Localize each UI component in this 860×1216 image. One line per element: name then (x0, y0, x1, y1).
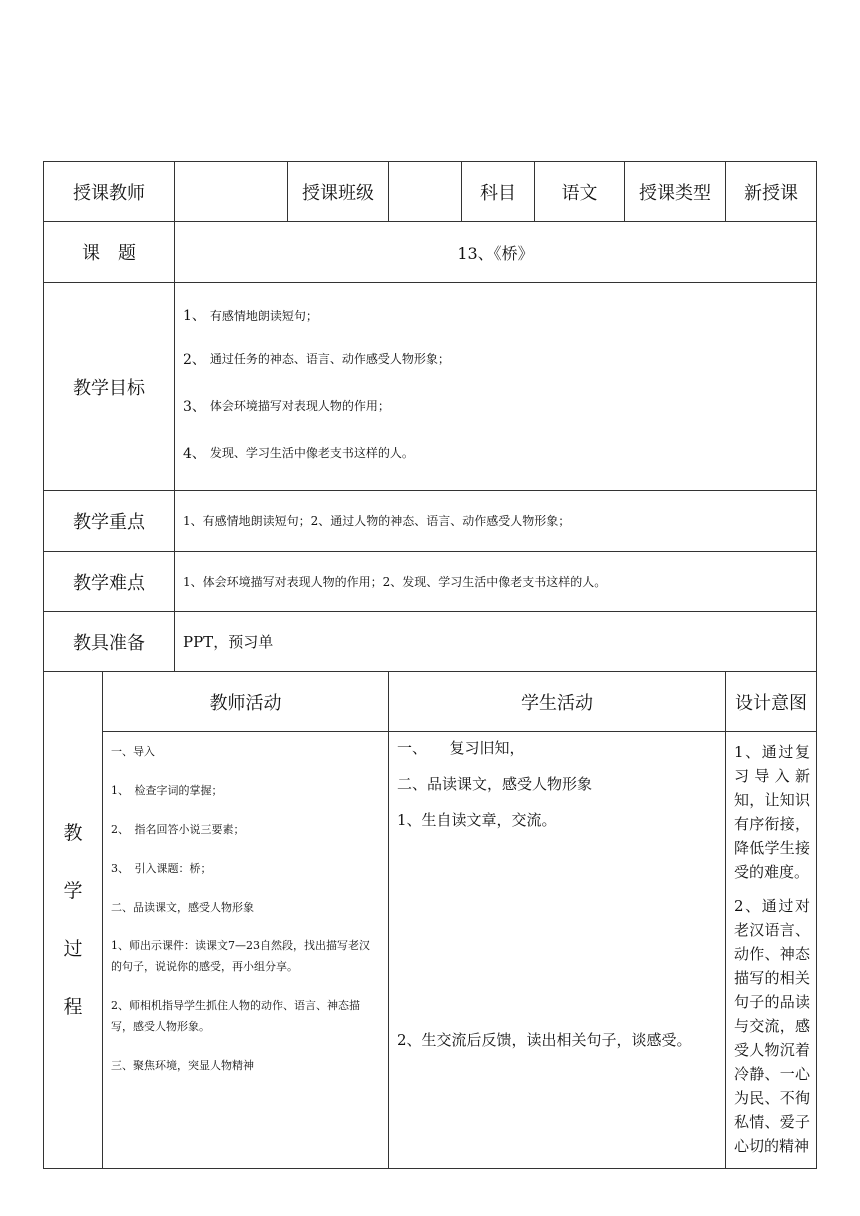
list-item: 2、 指名回答小说三要素； (111, 822, 245, 836)
objective-item: 2、 通过任务的神态、语言、动作感受人物形象； (183, 351, 450, 368)
lesson-plan-table (43, 161, 817, 1169)
objective-item: 3、 体会环境描写对表现人物的作用； (183, 398, 390, 415)
header-row (44, 162, 817, 222)
design-intent (726, 732, 817, 1169)
class-label: 授课班级 (288, 162, 389, 222)
list-item: 3、 引入课题：桥； (111, 861, 212, 875)
objective-item: 1、 有感情地朗读短句； (183, 308, 318, 324)
student-activity (389, 732, 726, 1169)
objectives-row (44, 283, 817, 491)
list-item: 1、师出示课件：读课文7—23自然段，找出描写老汉的句子，说说你的感受，再小组分享。 (111, 939, 370, 974)
list-item: 2、生交流后反馈，读出相关句子，谈感受。 (397, 1031, 692, 1049)
materials-row (44, 612, 817, 672)
teacher-activity (103, 732, 389, 1169)
objectives-label: 教学目标 (44, 283, 175, 491)
list-item: 二、品读课文，感受人物形象 (111, 900, 254, 914)
type-value: 新授课 (726, 162, 817, 222)
teacher-label: 授课教师 (44, 162, 175, 222)
subject-label: 科目 (462, 162, 535, 222)
topic-row (44, 222, 817, 283)
list-item: 一、 复习旧知， (397, 739, 525, 757)
class-value (389, 162, 462, 222)
student-activity-header: 学生活动 (389, 672, 726, 732)
objectives-list (175, 283, 817, 491)
process-header-row (44, 672, 817, 732)
list-item: 三、聚焦环境，突显人物精神 (111, 1059, 254, 1073)
list-item: 一、导入 (111, 745, 155, 758)
topic-value: 13、《桥》 (175, 222, 817, 283)
process-label: 教 学 过 程 (44, 672, 103, 1169)
difficulties-row (44, 552, 817, 612)
list-item: 1、生自读文章，交流。 (397, 811, 557, 829)
key-points-value: 1、有感情地朗读短句；2、通过人物的神态、语言、动作感受人物形象； (175, 491, 817, 552)
materials-label: 教具准备 (44, 612, 175, 672)
objective-item: 4、 发现、学习生活中像老支书这样的人。 (183, 445, 414, 462)
design-intent-header: 设计意图 (726, 672, 817, 732)
difficulties-label: 教学难点 (44, 552, 175, 612)
list-item: 2、师相机指导学生抓住人物的动作、语言、神态描写，感受人物形象。 (111, 999, 360, 1034)
key-points-row (44, 491, 817, 552)
type-label: 授课类型 (625, 162, 726, 222)
materials-value: PPT，预习单 (175, 612, 817, 672)
list-item: 1、 检查字词的掌握； (111, 783, 223, 797)
topic-label: 课 题 (44, 222, 175, 283)
list-item: 1、通过复习导入新知，让知识有序衔接，降低学生接受的难度。 (734, 743, 810, 881)
list-item: 2、通过对老汉语言、动作、神态描写的相关句子的品读与交流，感受人物沉着冷静、一心为民、不徇私情、爱子心切的精神 (734, 897, 810, 1155)
teacher-activity-header: 教师活动 (103, 672, 389, 732)
subject-value: 语文 (535, 162, 625, 222)
process-content-row (44, 732, 817, 1169)
key-points-label: 教学重点 (44, 491, 175, 552)
difficulties-value: 1、体会环境描写对表现人物的作用；2、发现、学习生活中像老支书这样的人。 (175, 552, 817, 612)
list-item: 二、品读课文，感受人物形象 (397, 775, 593, 793)
teacher-value (175, 162, 288, 222)
